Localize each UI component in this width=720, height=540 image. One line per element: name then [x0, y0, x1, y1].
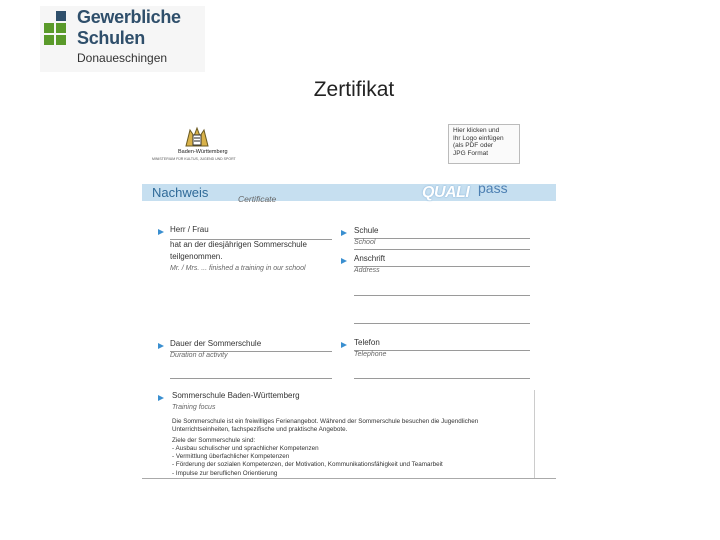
logo-square: [44, 35, 54, 45]
bw-logo-text: Baden-Württemberg: [178, 149, 228, 155]
address-label: Anschrift: [354, 254, 386, 263]
logo-text-line3: Donaueschingen: [77, 51, 168, 65]
page-title-wrap: [0, 78, 720, 102]
brand-pass: pass: [478, 180, 508, 196]
logo-placeholder[interactable]: [448, 124, 520, 164]
logo-square: [56, 11, 66, 21]
address-english: Address: [354, 267, 380, 274]
focus-english: Training focus: [172, 404, 216, 411]
duration-label: Dauer der Sommerschule: [170, 339, 262, 348]
banner-subtitle: Certificate: [238, 194, 277, 204]
goal-item: - Vermittlung überfachlicher Kompetenzen: [172, 453, 290, 460]
address-line-2[interactable]: [354, 295, 530, 296]
bottom-divider: [142, 478, 556, 479]
bullet-icon: [341, 230, 347, 236]
focus-text-line: Unterrichtseinheiten, fachspezifische und praktische Angebote.: [172, 426, 348, 433]
goal-item: - Impulse zur beruflichen Orientierung: [172, 470, 278, 477]
phone-line-2[interactable]: [354, 378, 530, 379]
certificate-form: [142, 118, 556, 480]
duration-english: Duration of activity: [170, 352, 228, 359]
goal-item: - Ausbau schulischer und sprachlicher Kompetenzen: [172, 445, 319, 452]
logo-text-line2: Schulen: [77, 28, 145, 48]
focus-label: Sommerschule Baden-Württemberg: [172, 391, 300, 400]
logo-square: [56, 23, 66, 33]
logo-placeholder-line: JPG Format: [453, 149, 489, 157]
goals-title: Ziele der Sommerschule sind:: [172, 437, 256, 444]
school-english: School: [354, 239, 376, 246]
certificate-banner: [142, 180, 556, 204]
bw-logo: [152, 126, 242, 166]
school-logo: [40, 6, 205, 72]
person-label: Herr / Frau: [170, 225, 209, 234]
bullet-icon: [158, 343, 164, 349]
logo-square: [56, 35, 66, 45]
address-line-3[interactable]: [354, 323, 530, 324]
logo-text-line1: Gewerbliche: [77, 7, 181, 27]
duration-line-2[interactable]: [170, 378, 332, 379]
banner-title: Nachweis: [152, 185, 209, 200]
page-title: Zertifikat: [313, 78, 395, 101]
address-input-line[interactable]: [354, 266, 530, 267]
school-input-line[interactable]: [354, 238, 530, 239]
bullet-icon: [158, 229, 164, 235]
phone-english: Telephone: [354, 351, 387, 358]
bw-logo-subtext: MINISTERIUM FÜR KULTUS, JUGEND UND SPORT: [152, 157, 236, 161]
logo-placeholder-line: (als PDF oder: [453, 142, 494, 149]
person-english: Mr. / Mrs. ... finished a training in our school: [170, 265, 306, 272]
coat-of-arms-icon: [182, 126, 212, 148]
goal-item: - Förderung der sozialen Kompetenzen, der Motivation, Kommunikationsfähigkeit und Teamarbeit: [172, 461, 443, 468]
bullet-icon: [158, 395, 164, 401]
brand-quali: QUALI: [422, 184, 470, 201]
training-focus-box: [170, 390, 535, 479]
school-label: Schule: [354, 226, 379, 235]
logo-placeholder-line: Ihr Logo einfügen: [453, 134, 504, 142]
bullet-icon: [341, 258, 347, 264]
school-divider: [354, 249, 530, 250]
focus-text-line: Die Sommerschule ist ein freiwilliges Ferienangebot. Während der Sommerschule besuchen die Jugendlichen: [172, 418, 479, 425]
person-text-1: hat an der diesjährigen Sommerschule: [170, 240, 307, 249]
logo-placeholder-line: Hier klicken und: [453, 127, 500, 134]
logo-square: [44, 23, 54, 33]
phone-label: Telefon: [354, 338, 380, 347]
person-text-2: teilgenommen.: [170, 252, 223, 261]
bullet-icon: [341, 342, 347, 348]
